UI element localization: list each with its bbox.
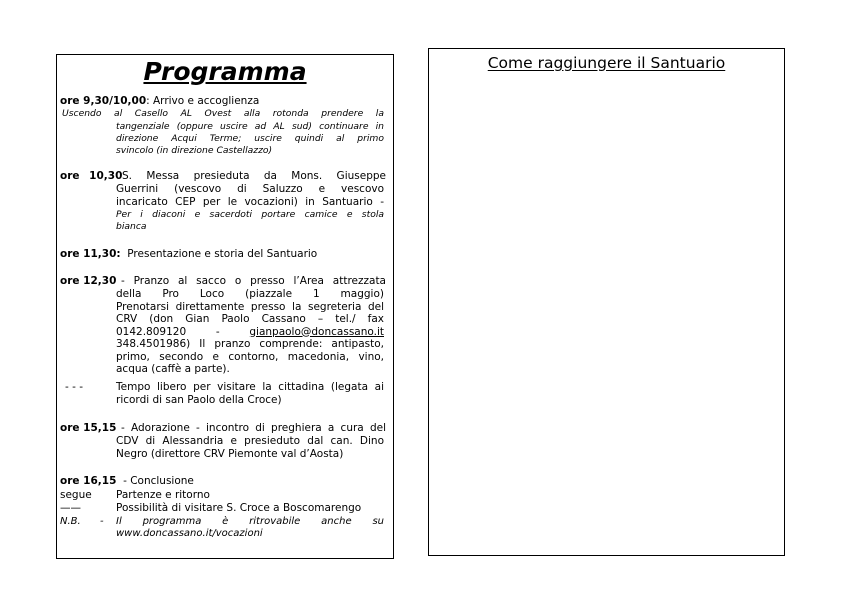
s2-text-first: S. Messa presieduta da Mons. Giuseppe bbox=[122, 170, 386, 182]
s5-body: CDV di Alessandria e presieduto dal can. Dino Negro (direttore CRV Piemonte val d’Aosta) bbox=[116, 435, 384, 460]
s4-head bbox=[60, 275, 390, 288]
s3-text: Presentazione e storia del Santuario bbox=[127, 248, 318, 260]
s4-contact-line bbox=[116, 326, 384, 339]
s5-text-first: - Adorazione - incontro di preghiera a cura del bbox=[121, 422, 386, 434]
s1-note-first: Uscendo al Casello AL Ovest alla rotonda prendere la bbox=[62, 108, 384, 119]
s6-text: - Conclusione bbox=[123, 475, 194, 487]
s4-time: ore 12,30 bbox=[60, 275, 117, 287]
s3-line bbox=[60, 248, 390, 261]
s2-body: Guerrini (vescovo di Saluzzo e vescovo incaricato CEP per le vocazioni) in Santuario - bbox=[116, 183, 384, 208]
s6-nb-label: N.B. - bbox=[60, 516, 104, 527]
s2-note: Per i diaconi e sacerdoti portare camice e stola bianca bbox=[116, 209, 384, 233]
s6-segue-text: Partenze e ritorno bbox=[116, 489, 210, 501]
programma-title: Programma bbox=[143, 57, 307, 86]
s4-free-marker: - - - bbox=[65, 381, 84, 393]
s1-note: tangenziale (oppure uscire ad AL sud) continuare in direzione Acqui Terme; uscire quindi al primo svincolo (in direzione Castellazzo) bbox=[116, 120, 384, 156]
s6-dash-label: —— bbox=[60, 502, 81, 514]
s6-segue-label: segue bbox=[60, 489, 92, 501]
s6-time: ore 16,15 bbox=[60, 475, 117, 487]
s6-nb bbox=[116, 516, 384, 540]
directions-panel bbox=[428, 48, 785, 556]
s4-free-time: Tempo libero per visitare la cittadina (legata ai ricordi di san Paolo della Croce) bbox=[116, 381, 384, 406]
programma-panel bbox=[56, 54, 394, 559]
directions-title: Come raggiungere il Santuario bbox=[487, 54, 726, 72]
s4-phone: 0142.809120 bbox=[116, 325, 187, 338]
s1-line bbox=[60, 95, 390, 108]
s6-nb-url[interactable]: www.doncassano.it/vocazioni bbox=[116, 528, 263, 540]
s5-head bbox=[60, 422, 390, 435]
s4-text-first: - Pranzo al sacco o presso l’Area attrezzata bbox=[121, 275, 386, 287]
s4-email-link[interactable]: gianpaolo@doncassano.it bbox=[249, 325, 384, 338]
s4-body: della Pro Loco (piazzale 1 maggio) Prenotarsi direttamente presso la segreteria del CRV (don Gian Paolo Cassano – tel./ fax 0142.809120 - gianpaolo@doncassano.it 348.4501986) Il pranzo comprende: antipasto, primo, secondo e contorno, macedonia, vino, acqua (caffè a parte). bbox=[116, 288, 384, 375]
s3-time: ore 11,30: bbox=[60, 248, 121, 260]
s2-time: ore 10,30 bbox=[60, 170, 123, 182]
s6-line bbox=[60, 475, 390, 488]
s1-time: ore 9,30/10,00 bbox=[60, 95, 147, 107]
s5-time: ore 15,15 bbox=[60, 422, 117, 434]
s1-text: : Arrivo e accoglienza bbox=[146, 95, 260, 107]
s4-dash: - bbox=[215, 325, 220, 338]
s2-head bbox=[60, 170, 390, 183]
s6-dash-text: Possibilità di visitare S. Croce a Boscomarengo bbox=[116, 502, 362, 514]
s6-nb-text: Il programma è ritrovabile anche su bbox=[116, 516, 384, 527]
